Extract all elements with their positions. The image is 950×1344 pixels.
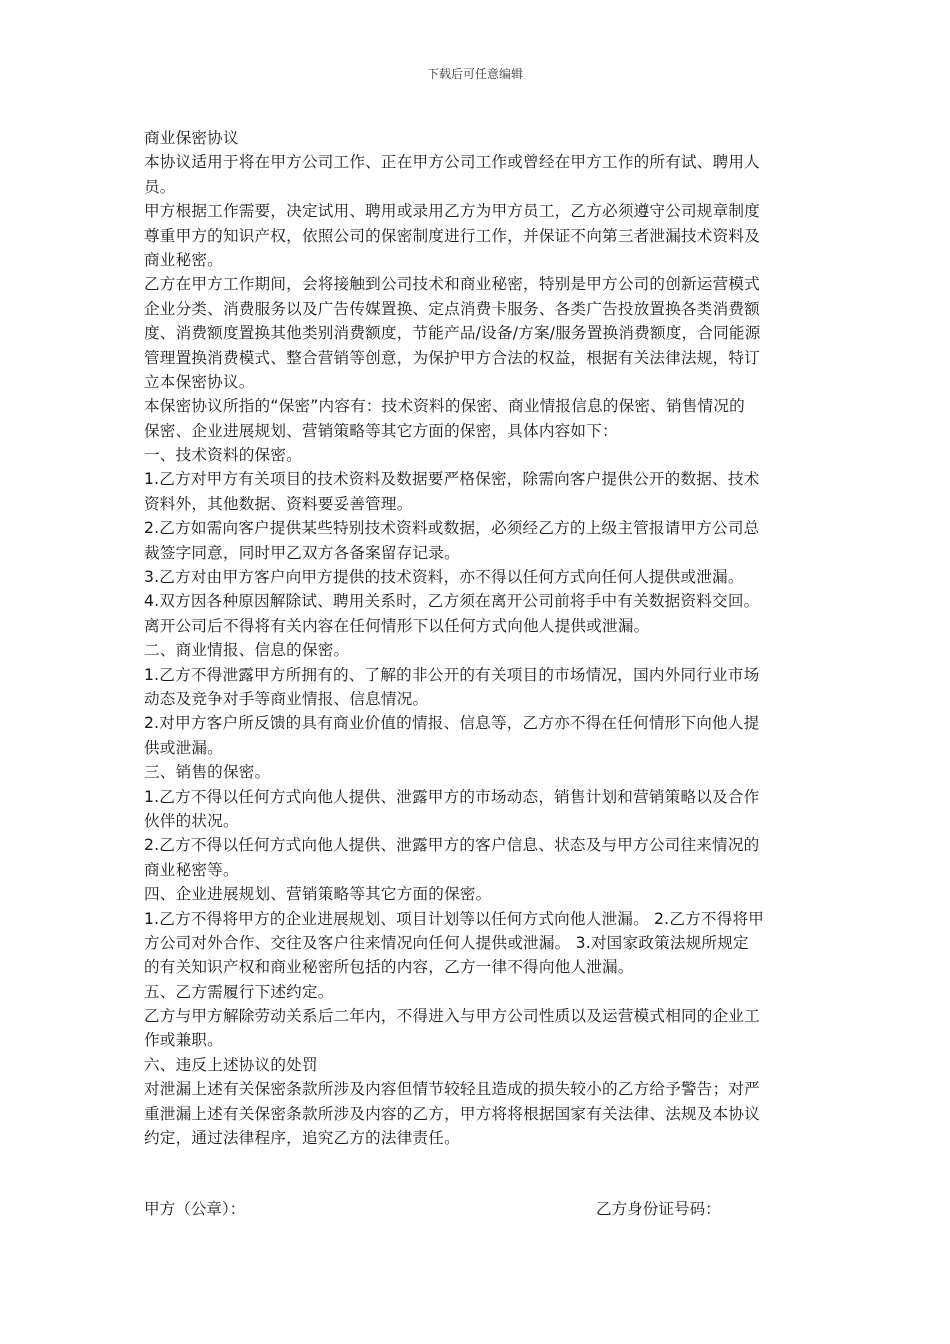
paragraph-line: 资料外，其他数据、资料要妥善管理。 xyxy=(144,494,413,513)
paragraph-line: 员。 xyxy=(144,177,176,196)
paragraph-line: 商业秘密。 xyxy=(144,250,223,269)
paragraph-line: 本协议适用于将在甲方公司工作、正在甲方公司工作或曾经在甲方工作的所有试、聘用人 xyxy=(144,153,760,172)
paragraph-line: 裁签字同意，同时甲乙双方各备案留存记录。 xyxy=(144,543,460,562)
section-heading: 二、商业情报、信息的保密。 xyxy=(144,641,350,660)
paragraph-line: 离开公司后不得将有关内容在任何情形下以任何方式向他人提供或泄漏。 xyxy=(144,616,650,635)
paragraph-line: 2.对甲方客户所反馈的具有商业价值的情报、信息等，乙方亦不得在任何情形下向他人提 xyxy=(144,714,760,733)
paragraph-line: 甲方根据工作需要，决定试用、聘用或录用乙方为甲方员工，乙方必须遵守公司规章制度 xyxy=(144,202,760,221)
paragraph-line: 3.乙方对由甲方客户向甲方提供的技术资料，亦不得以任何方式向任何人提供或泄漏。 xyxy=(144,568,744,587)
paragraph-line: 1.乙方不得泄露甲方所拥有的、了解的非公开的有关项目的市场情况，国内外同行业市场 xyxy=(144,665,760,684)
paragraph-line: 1.乙方对甲方有关项目的技术资料及数据要严格保密，除需向客户提供公开的数据、技术 xyxy=(144,470,760,489)
paragraph-line: 度、消费额度置换其他类别消费额度，节能产品/设备/方案/服务置换消费额度，合同能源 xyxy=(144,324,761,343)
paragraph-line: 管理置换消费模式、整合营销等创意，为保护甲方合法的权益，根据有关法律法规，特订 xyxy=(144,348,760,367)
section-heading: 五、乙方需履行下述约定。 xyxy=(144,982,334,1001)
paragraph-line: 的有关知识产权和商业秘密所包括的内容，乙方一律不得向他人泄漏。 xyxy=(144,958,634,977)
paragraph-line: 乙方与甲方解除劳动关系后二年内，不得进入与甲方公司性质以及运营模式相同的企业工 xyxy=(144,1007,760,1026)
page-header: 下载后可任意编辑 xyxy=(426,67,523,81)
paragraph-line: 保密、企业进展规划、营销策略等其它方面的保密，具体内容如下： xyxy=(144,421,618,440)
paragraph-line: 供或泄漏。 xyxy=(144,738,223,757)
paragraph-line: 对泄漏上述有关保密条款所涉及内容但情节较轻且造成的损失较小的乙方给予警告；对严 xyxy=(144,1080,760,1099)
paragraph-line: 立本保密协议。 xyxy=(144,372,255,391)
paragraph-line: 乙方在甲方工作期间，会将接触到公司技术和商业秘密，特别是甲方公司的创新运营模式 xyxy=(144,275,760,294)
paragraph-line: 2.乙方不得以任何方式向他人提供、泄露甲方的客户信息、状态及与甲方公司往来情况的 xyxy=(144,836,760,855)
signature-row xyxy=(144,1197,809,1221)
party-a-seal-label: 甲方（公章）： xyxy=(144,1200,246,1218)
section-heading: 四、企业进展规划、营销策略等其它方面的保密。 xyxy=(144,885,492,904)
paragraph-line: 4.双方因各种原因解除试、聘用关系时，乙方须在离开公司前将手中有关数据资料交回。 xyxy=(144,592,760,611)
paragraph-line: 2.乙方如需向客户提供某些特别技术资料或数据，必须经乙方的上级主管报请甲方公司总 xyxy=(144,519,760,538)
party-b-id-label: 乙方身份证号码： xyxy=(596,1200,721,1218)
paragraph-line: 本保密协议所指的“保密”内容有：技术资料的保密、商业情报信息的保密、销售情况的 xyxy=(144,397,745,416)
paragraph-line: 尊重甲方的知识产权，依照公司的保密制度进行工作，并保证不向第三者泄漏技术资料及 xyxy=(144,226,760,245)
paragraph-line: 1.乙方不得以任何方式向他人提供、泄露甲方的市场动态，销售计划和营销策略以及合作 xyxy=(144,787,760,806)
section-heading: 三、销售的保密。 xyxy=(144,763,271,782)
paragraph-line: 重泄漏上述有关保密条款所涉及内容的乙方，甲方将将根据国家有关法律、法规及本协议 xyxy=(144,1104,760,1123)
paragraph-line: 1.乙方不得将甲方的企业进展规划、项目计划等以任何方式向他人泄漏。 2.乙方不得将甲 xyxy=(144,909,765,928)
paragraph-line: 伙伴的状况。 xyxy=(144,811,239,830)
paragraph-line: 约定，通过法律程序，追究乙方的法律责任。 xyxy=(144,1129,460,1148)
paragraph-line: 动态及竞争对手等商业情报、信息情况。 xyxy=(144,689,429,708)
section-heading: 一、技术资料的保密。 xyxy=(144,446,302,465)
section-heading: 六、违反上述协议的处罚 xyxy=(144,1055,318,1074)
paragraph-line: 商业秘密等。 xyxy=(144,860,239,879)
paragraph-line: 作或兼职。 xyxy=(144,1031,223,1050)
paragraph-line: 企业分类、消费服务以及广告传媒置换、定点消费卡服务、各类广告投放置换各类消费额 xyxy=(144,299,760,318)
paragraph-line: 方公司对外合作、交往及客户往来情况向任何人提供或泄漏。 3.对国家政策法规所规定 xyxy=(144,933,749,952)
document-title: 商业保密协议 xyxy=(144,129,239,147)
document-body xyxy=(144,126,809,1150)
